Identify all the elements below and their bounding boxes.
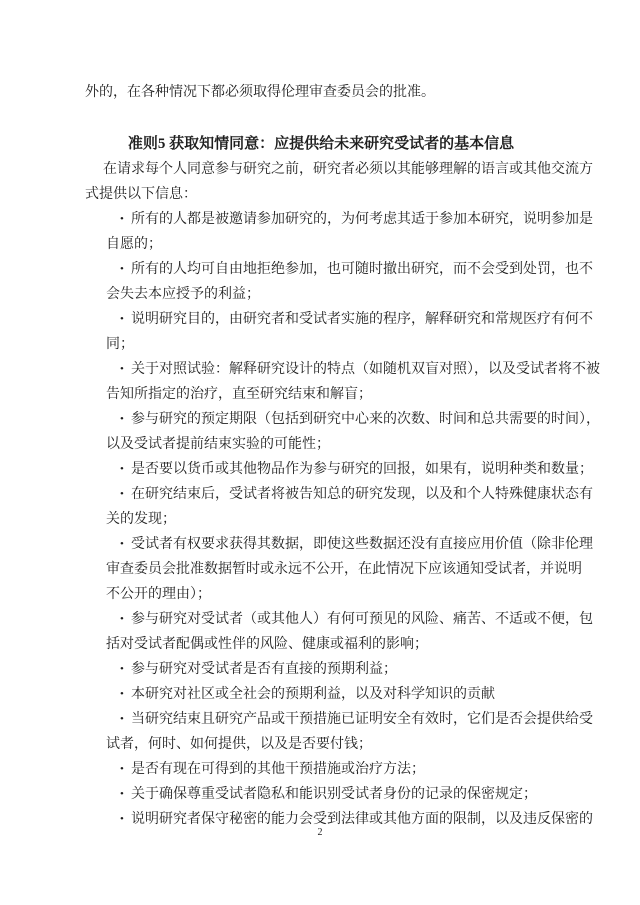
bullet-text: 参与研究对受试者（或其他人）有何可预见的风险、痛苦、不适或不便，包 <box>131 612 593 627</box>
bullet-text: 关于确保尊重受试者隐私和能识别受试者身份的记录的保密规定； <box>131 787 537 802</box>
bullet-line-first <box>85 782 557 807</box>
list-item <box>85 682 557 707</box>
bullet-line-cont: 不公开的理由）； <box>106 587 211 602</box>
list-item <box>85 757 557 782</box>
bullet-icon: • <box>120 313 124 325</box>
list-item <box>85 407 600 457</box>
bullet-list <box>85 207 600 832</box>
bullet-line-first <box>85 657 557 682</box>
list-item <box>85 782 557 807</box>
list-item <box>85 207 593 257</box>
list-item <box>85 657 557 682</box>
bullet-text: 所有的人均可自由地拒绝参加，也可随时撤出研究，而不会受到处罚，也不 <box>131 262 593 277</box>
bullet-line-first <box>85 482 593 507</box>
bullet-line-cont: 试者，何时、如何提供，以及是否要付钱； <box>106 737 372 752</box>
bullet-line-first <box>85 357 600 382</box>
bullet-text: 本研究对社区或全社会的预期利益，以及对科学知识的贡献 <box>131 687 495 702</box>
bullet-icon: • <box>120 713 124 725</box>
section-heading: 准则5 获取知情同意：应提供给未来研究受试者的基本信息 <box>127 136 515 152</box>
page-number: 2 <box>317 827 323 838</box>
bullet-icon: • <box>120 463 124 475</box>
bullet-line-first <box>85 757 557 782</box>
list-item <box>85 482 593 532</box>
bullet-icon: • <box>120 763 124 775</box>
bullet-icon: • <box>120 788 124 800</box>
bullet-icon: • <box>120 263 124 275</box>
bullet-line-cont: 审查委员会批准数据暂时或永远不公开，在此情况下应该通知受试者，并说明 <box>106 562 582 577</box>
bullet-line-cont: 自愿的； <box>106 237 162 252</box>
bullet-text: 是否有现在可得到的其他干预措施或治疗方法； <box>131 762 425 777</box>
paragraph-continuation-line: 外的，在各种情况下都必须取得伦理审查委员会的批准。 <box>85 85 435 100</box>
bullet-icon: • <box>120 538 124 550</box>
list-item <box>85 607 593 657</box>
document-content <box>85 80 600 832</box>
bullet-line-first <box>85 207 593 232</box>
bullet-line-first <box>85 307 593 332</box>
bullet-line-cont: 会失去本应授予的利益； <box>106 287 260 302</box>
bullet-text: 当研究结束且研究产品或干预措施已证明安全有效时，它们是否会提供给受 <box>131 712 593 727</box>
bullet-line-first <box>85 257 593 282</box>
bullet-icon: • <box>120 613 124 625</box>
bullet-text: 参与研究的预定期限（包括到研究中心来的次数、时间和总共需要的时间）， <box>131 412 600 427</box>
bullet-text: 说明研究者保守秘密的能力会受到法律或其他方面的限制，以及违反保密的 <box>131 812 593 827</box>
list-item <box>85 532 593 607</box>
bullet-line-cont: 告知所指定的治疗，直至研究结束和解盲； <box>106 387 372 402</box>
bullet-text: 所有的人都是被邀请参加研究的，为何考虑其适于参加本研究，说明参加是 <box>131 212 593 227</box>
bullet-line-cont: 同； <box>106 337 134 352</box>
bullet-line-first <box>85 707 593 732</box>
bullet-icon: • <box>120 663 124 675</box>
list-item <box>85 357 600 407</box>
intro-line-1: 在请求每个人同意参与研究之前，研究者必须以其能够理解的语言或其他交流方 <box>103 162 593 177</box>
bullet-line-first <box>85 457 593 482</box>
list-item <box>85 457 593 482</box>
bullet-line-cont: 括对受试者配偶或性伴的风险、健康或福利的影响； <box>106 637 428 652</box>
bullet-text: 说明研究目的，由研究者和受试者实施的程序，解释研究和常规医疗有何不 <box>131 312 593 327</box>
bullet-icon: • <box>120 413 124 425</box>
bullet-line-cont: 关的发现； <box>106 512 176 527</box>
intro-line-2: 式提供以下信息： <box>85 187 197 202</box>
bullet-icon: • <box>120 488 124 500</box>
list-item <box>85 257 593 307</box>
bullet-text: 关于对照试验：解释研究设计的特点（如随机双盲对照），以及受试者将不被 <box>131 362 600 377</box>
bullet-icon: • <box>120 813 124 825</box>
bullet-icon: • <box>120 363 124 375</box>
bullet-line-cont: 以及受试者提前结束实验的可能性； <box>106 437 330 452</box>
bullet-icon: • <box>120 213 124 225</box>
bullet-line-first <box>85 682 557 707</box>
bullet-text: 参与研究对受试者是否有直接的预期利益； <box>131 662 397 677</box>
bullet-text: 在研究结束后，受试者将被告知总的研究发现，以及和个人特殊健康状态有 <box>131 487 593 502</box>
bullet-line-first <box>85 607 593 632</box>
bullet-text: 是否要以货币或其他物品作为参与研究的回报，如果有，说明种类和数量； <box>131 462 593 477</box>
bullet-line-first <box>85 532 593 557</box>
list-item <box>85 307 593 357</box>
list-item <box>85 707 593 757</box>
bullet-line-first <box>85 407 600 432</box>
bullet-icon: • <box>120 688 124 700</box>
bullet-text: 受试者有权要求获得其数据，即使这些数据还没有直接应用价值（除非伦理 <box>131 537 593 552</box>
